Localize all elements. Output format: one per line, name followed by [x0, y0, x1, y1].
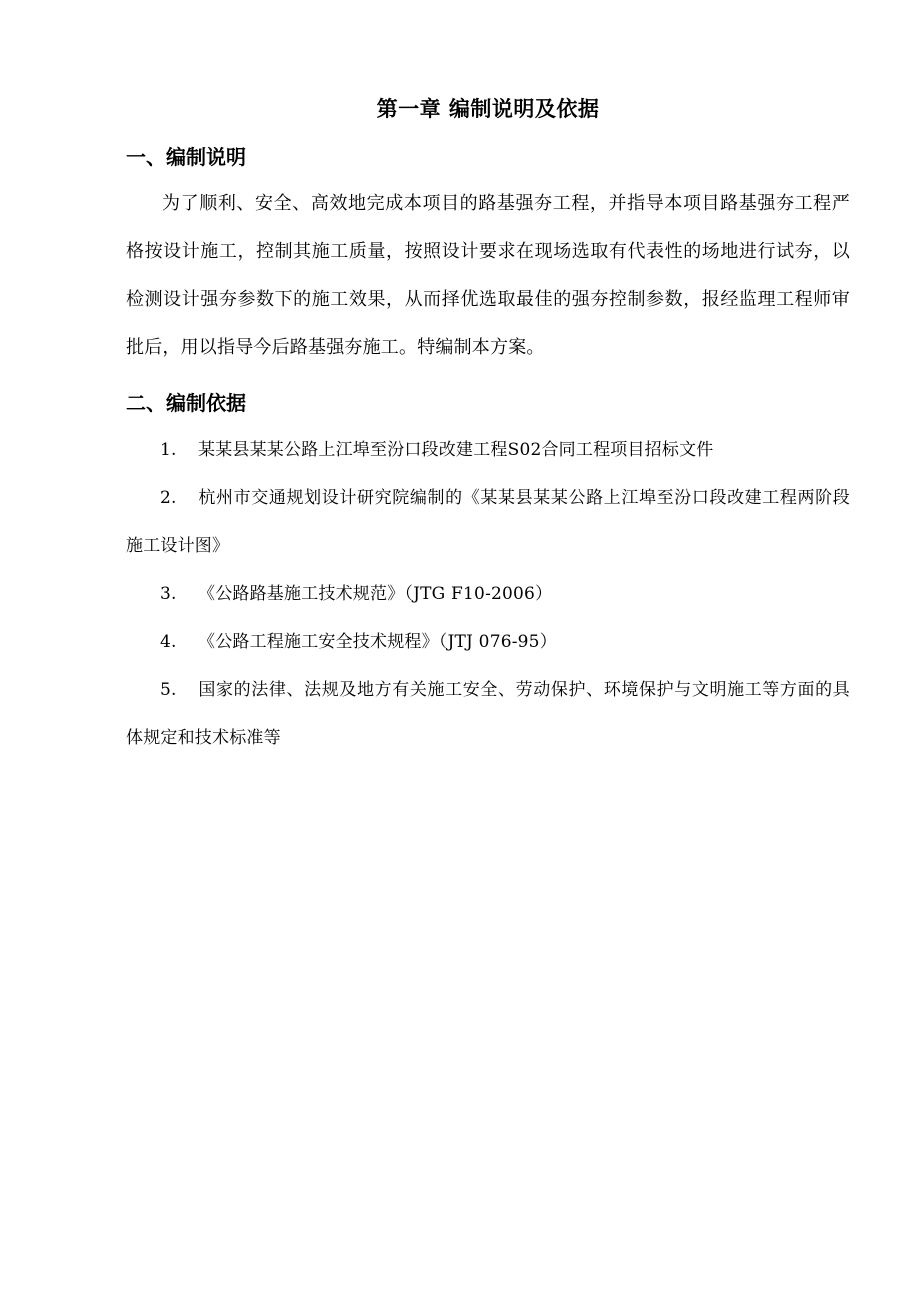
list-item-text: 国家的法律、法规及地方有关施工安全、劳动保护、环境保护与文明施工等方面的具体规定和技术标准等: [126, 680, 850, 748]
list-item-text: 《公路路基施工技术规范》（JTG F10-2006）: [198, 584, 553, 604]
list-item-number: 4.: [160, 632, 177, 652]
list-item-number: 2.: [160, 488, 177, 508]
basis-list: [126, 426, 850, 762]
section-heading-description: 一、编制说明: [126, 145, 246, 169]
list-item: [126, 618, 850, 666]
chapter-title: 第一章 编制说明及依据: [376, 97, 600, 121]
list-item: [126, 426, 850, 474]
section-heading-basis: 二、编制依据: [126, 391, 246, 415]
description-paragraph: 为了顺利、安全、高效地完成本项目的路基强夯工程，并指导本项目路基强夯工程严格按设计施工，控制其施工质量，按照设计要求在现场选取有代表性的场地进行试夯，以检测设计强夯参数下的施工效果，从而择优选取最佳的强夯控制参数，报经监理工程师审批后，用以指导今后路基强夯施工。特编制本方案。: [126, 193, 850, 358]
list-item-number: 5.: [160, 680, 177, 700]
document-content: [126, 92, 850, 762]
list-item: [126, 666, 850, 762]
list-item-number: 1.: [160, 440, 177, 460]
list-item-number: 3.: [160, 584, 177, 604]
list-item: [126, 570, 850, 618]
list-item: [126, 474, 850, 570]
list-item-text: 某某县某某公路上江埠至汾口段改建工程S02合同工程项目招标文件: [198, 440, 714, 460]
list-item-text: 《公路工程施工安全技术规程》（JTJ 076-95）: [198, 632, 557, 652]
list-item-text: 杭州市交通规划设计研究院编制的《某某县某某公路上江埠至汾口段改建工程两阶段施工设计图》: [126, 488, 850, 556]
